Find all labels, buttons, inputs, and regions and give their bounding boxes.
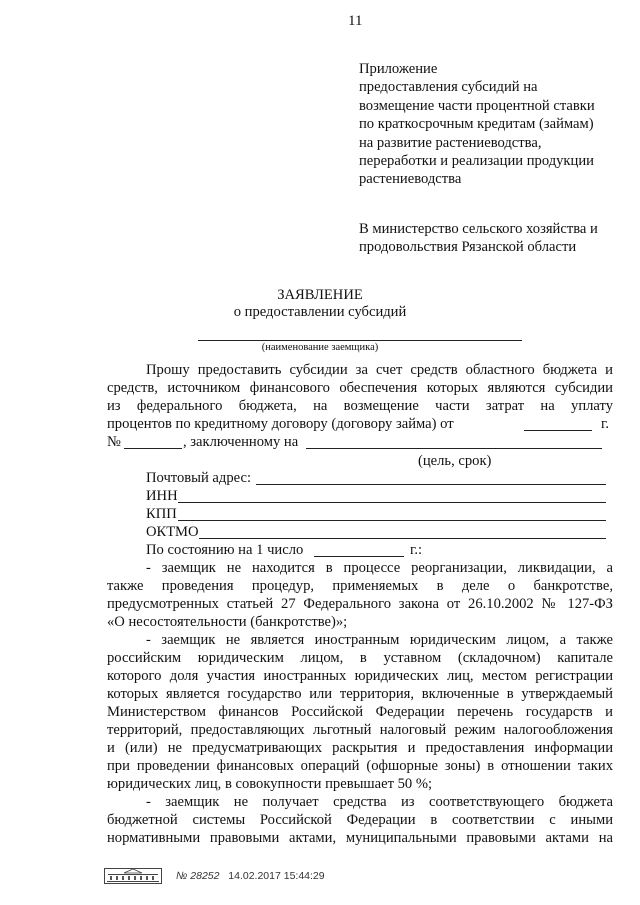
condition-line: российским юридическим лицом, в уставном (складочном) капитале bbox=[107, 650, 613, 666]
purpose-field[interactable] bbox=[306, 448, 602, 449]
as-of-suffix: г.: bbox=[410, 542, 423, 558]
condition-line: также проведения процедур, применяемых в деле о банкротстве, bbox=[107, 578, 613, 594]
contract-number-field[interactable] bbox=[124, 448, 182, 449]
request-text: , заключенному на bbox=[183, 434, 299, 450]
inn-field[interactable] bbox=[178, 502, 606, 503]
condition-line: бюджетной системы Российской Федерации в соответствии с иными bbox=[107, 812, 613, 828]
document-subtitle: о предоставлении субсидий bbox=[233, 304, 407, 320]
appendix-line: переработки и реализации продукции bbox=[359, 153, 594, 170]
inn-label: ИНН bbox=[146, 488, 178, 504]
year-suffix: г. bbox=[601, 416, 609, 432]
appendix-line: на развитие растениеводства, bbox=[359, 134, 542, 151]
borrower-name-caption: (наименование заемщика) bbox=[261, 342, 379, 353]
condition-line: - заемщик не находится в процессе реорганизации, ликвидации, а bbox=[146, 560, 613, 576]
oktmo-field[interactable] bbox=[199, 538, 606, 539]
condition-line: и (или) не предусматривающих раскрытия и предоставления информации bbox=[107, 740, 613, 756]
postal-address-field[interactable] bbox=[256, 484, 606, 485]
request-line: средств, источником финансового обеспечения которых являются субсидии bbox=[107, 380, 613, 396]
request-line: Прошу предоставить субсидии за счет средств областного бюджета и bbox=[146, 362, 613, 378]
oktmo-label: ОКТМО bbox=[146, 524, 199, 540]
condition-line: «О несостоятельности (банкротстве)»; bbox=[107, 614, 348, 630]
request-line: из федерального бюджета, на возмещение части затрат на уплату bbox=[107, 398, 613, 414]
request-text: процентов по кредитному договору (договору займа) от bbox=[107, 416, 454, 432]
condition-line: которых является государство или территория, включенные в утверждаемый bbox=[107, 686, 613, 702]
government-building-icon bbox=[104, 868, 162, 884]
borrower-name-line bbox=[198, 340, 522, 341]
condition-line: предусмотренных статьей 27 Федерального закона от 26.10.2002 № 127-ФЗ bbox=[107, 596, 613, 612]
document-stamp bbox=[176, 870, 325, 882]
condition-line: при проведении финансовых операций (офшорные зоны) в отношении таких bbox=[107, 758, 613, 774]
recipient-block bbox=[359, 220, 629, 257]
postal-address-label: Почтовый адрес: bbox=[146, 470, 252, 486]
appendix-line: возмещение части процентной ставки bbox=[359, 97, 595, 114]
kpp-label: КПП bbox=[146, 506, 177, 522]
as-of-label: По состоянию на 1 число bbox=[146, 542, 304, 558]
kpp-field[interactable] bbox=[178, 520, 606, 521]
appendix-line: растениеводства bbox=[359, 171, 462, 188]
appendix-line: предоставления субсидий на bbox=[359, 79, 538, 96]
page-number: 11 bbox=[348, 13, 363, 29]
document-number: № 28252 bbox=[176, 870, 220, 882]
condition-line: - заемщик не является иностранным юридическим лицом, а также bbox=[146, 632, 613, 648]
appendix-line: Приложение bbox=[359, 61, 438, 77]
condition-line: территорий, предоставляющих льготный налоговый режим налогообложения bbox=[107, 722, 613, 738]
number-sign: № bbox=[107, 434, 121, 450]
condition-line: нормативными правовыми актами, муниципальными правовыми актами на bbox=[107, 830, 613, 846]
condition-line: юридических лиц, в совокупности превышает 50 %; bbox=[107, 776, 433, 792]
appendix-line: по краткосрочным кредитам (займам) bbox=[359, 116, 594, 133]
appendix-header bbox=[359, 60, 629, 189]
contract-date-field[interactable] bbox=[524, 430, 592, 431]
purpose-caption: (цель, срок) bbox=[418, 453, 492, 469]
as-of-date-field[interactable] bbox=[314, 556, 404, 557]
recipient-line: продовольствия Рязанской области bbox=[359, 239, 577, 256]
condition-line: - заемщик не получает средства из соответствующего бюджета bbox=[146, 794, 613, 810]
document-title: ЗАЯВЛЕНИЕ bbox=[277, 287, 363, 303]
condition-line: которого доля участия иностранных юридических лиц, местом регистрации bbox=[107, 668, 613, 684]
recipient-line: В министерство сельского хозяйства и bbox=[359, 221, 598, 237]
condition-line: Министерством финансов Российской Федерации перечень государств и bbox=[107, 704, 613, 720]
document-timestamp: 14.02.2017 15:44:29 bbox=[228, 870, 325, 882]
